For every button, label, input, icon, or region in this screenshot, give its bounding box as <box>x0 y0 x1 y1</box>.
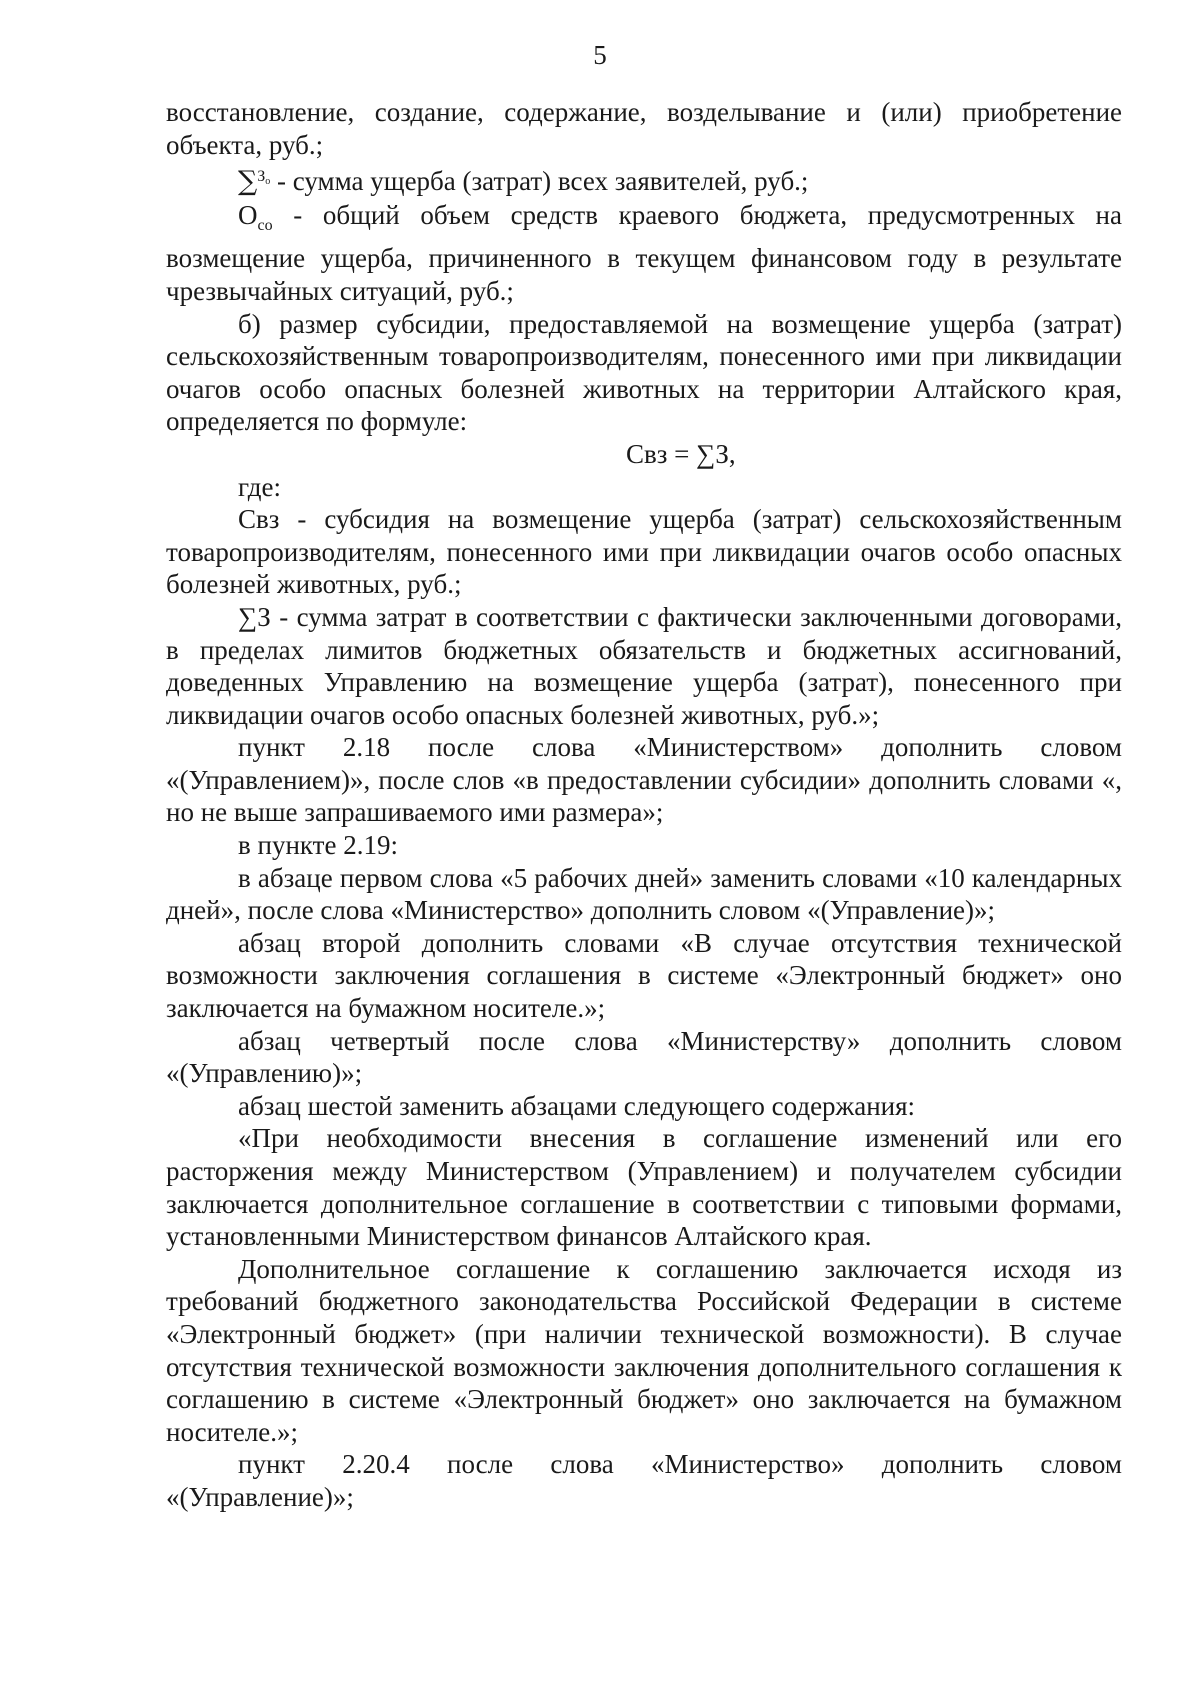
sum-superscript: Зо <box>257 168 271 188</box>
paragraph-abzac-2: абзац второй дополнить словами «В случае отсутствия технической возможности заключения соглашения в системе «Электронный бюджет» оно заключается на бумажном носителе.»; <box>166 927 1122 1024</box>
paragraph-quote-1: «При необходимости внесения в соглашение изменений или его расторжения между Министерством (Управлением) и получателем субсидии заключается дополнительное соглашение в соответствии с типовыми формами, установленными Министерством финансов Алтайского края. <box>166 1123 1122 1252</box>
budget-symbol: О <box>238 199 258 230</box>
budget-subscript: со <box>257 216 273 234</box>
paragraph-abzac-4: абзац четвертый после слова «Министерству» дополнить словом «(Управлению)»; <box>166 1025 1122 1089</box>
paragraph-quote-2: Дополнительное соглашение к соглашению заключается исходя из требований бюджетного законодательства Российской Федерации в системе «Электронный бюджет» (при наличии технической возможности). В случае отсутствия технической возможности заключения дополнительного соглашения к соглашению в системе «Электронный бюджет» оно заключается на бумажном носителе.»; <box>166 1253 1122 1447</box>
paragraph-point-2-20-4: пункт 2.20.4 после слова «Министерство» дополнить словом «(Управление)»; <box>166 1449 1122 1512</box>
paragraph-point-2-18: пункт 2.18 после слова «Министерством» дополнить словом «(Управлением)», после слов «в предоставлении субсидии» дополнить словами «, но не выше запрашиваемого ими размера»; <box>166 732 1122 828</box>
formula: Свз = ∑З, <box>626 438 736 469</box>
paragraph-subsidy-size: б) размер субсидии, предоставляемой на возмещение ущерба (затрат) сельскохозяйственным товаропроизводителям, понесенного ими при ликвидации очагов особо опасных болезней животных на территории Алтайского края, определяется по формуле: <box>166 308 1122 437</box>
paragraph-abzac-6: абзац шестой заменить абзацами следующего содержания: <box>238 1090 916 1121</box>
paragraph-abzac-1: в абзаце первом слова «5 рабочих дней» заменить словами «10 календарных дней», после слова «Министерство» дополнить словом «(Управление)»; <box>166 862 1122 926</box>
paragraph-sum-definition <box>166 161 1122 199</box>
sum-definition-text: - сумма ущерба (затрат) всех заявителей, руб.; <box>270 166 809 197</box>
document-body <box>166 96 1122 1514</box>
sum-symbol: ∑ <box>238 166 258 198</box>
paragraph-point-2-19: в пункте 2.19: <box>238 830 398 861</box>
paragraph-svz-definition: Свз - субсидия на возмещение ущерба (затрат) сельскохозяйственным товаропроизводителям, понесенного ими при ликвидации очагов особо опасных болезней животных, руб.; <box>166 504 1122 600</box>
page-number: 5 <box>593 40 607 70</box>
paragraph-continuation: восстановление, создание, содержание, возделывание и (или) приобретение объекта, руб.; <box>166 97 1122 160</box>
paragraph-where: где: <box>238 471 281 502</box>
paragraph-budget-definition <box>166 199 1122 308</box>
paragraph-costs-definition: ∑З - сумма затрат в соответствии с фактически заключенными договорами, в пределах лимитов бюджетных обязательств и бюджетных ассигнований, доведенных Управлению на возмещение ущерба (затрат), понесенного при ликвидации очагов особо опасных болезней животных, руб.»; <box>166 601 1122 730</box>
budget-definition-text: - общий объем средств краевого бюджета, предусмотренных на возмещение ущерба, причиненного в текущем финансовом году в результате чрезвычайных ситуаций, руб.; <box>166 199 1122 306</box>
